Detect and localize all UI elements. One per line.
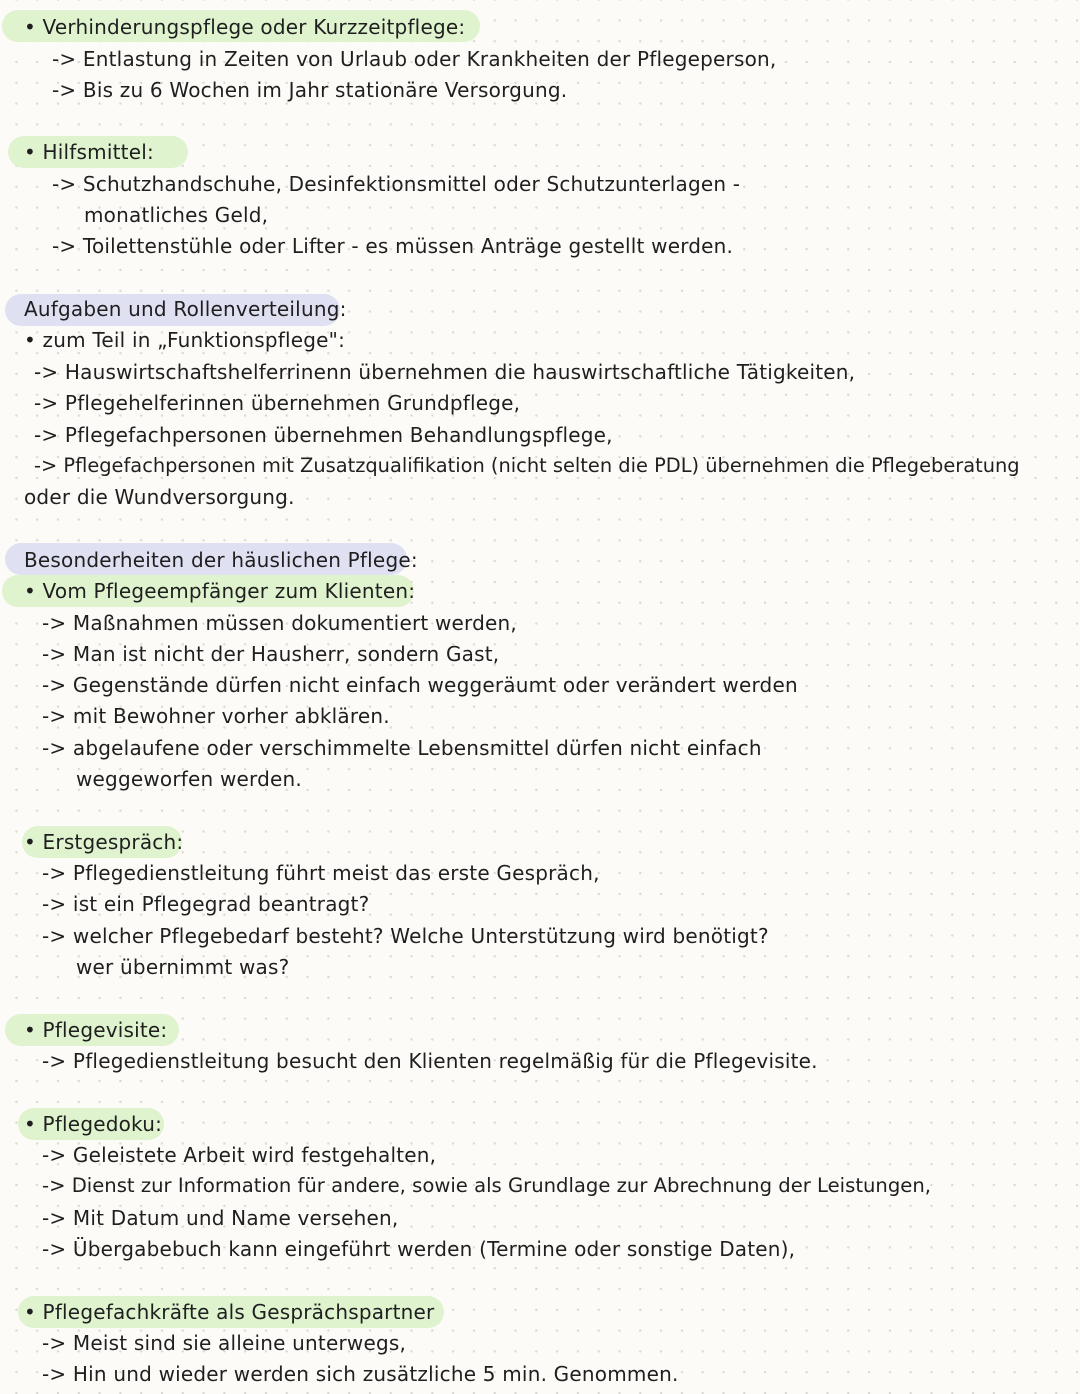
note-line: -> Pflegefachpersonen übernehmen Behandlungspflege,	[34, 423, 613, 447]
note-line: monatliches Geld,	[84, 203, 269, 227]
note-line: -> Schutzhandschuhe, Desinfektionsmittel oder Schutzunterlagen -	[52, 172, 741, 196]
section-heading: • Hilfsmittel:	[24, 140, 154, 164]
note-line: -> Pflegehelferinnen übernehmen Grundpflege,	[34, 391, 521, 415]
note-line: oder die Wundversorgung.	[24, 485, 295, 509]
note-line: -> Übergabebuch kann eingeführt werden (Termine oder sonstige Daten),	[42, 1237, 796, 1261]
note-line: -> Dienst zur Information für andere, sowie als Grundlage zur Abrechnung der Leistungen,	[42, 1174, 931, 1197]
section-heading: • Verhinderungspflege oder Kurzzeitpflege:	[24, 15, 466, 39]
note-line: -> abgelaufene oder verschimmelte Lebensmittel dürfen nicht einfach	[42, 736, 762, 760]
note-line: -> Mit Datum und Name versehen,	[42, 1206, 399, 1230]
note-line: -> Bis zu 6 Wochen im Jahr stationäre Versorgung.	[52, 78, 568, 102]
section-heading: • Pflegefachkräfte als Gesprächspartner	[24, 1300, 435, 1324]
note-line: -> mit Bewohner vorher abklären.	[42, 704, 390, 728]
section-heading: • Pflegedoku:	[24, 1112, 163, 1136]
note-line: -> ist ein Pflegegrad beantragt?	[42, 892, 370, 916]
note-line: -> Maßnahmen müssen dokumentiert werden,	[42, 611, 517, 635]
note-line: weggeworfen werden.	[76, 767, 302, 791]
note-line: -> Gegenstände dürfen nicht einfach weggeräumt oder verändert werden	[42, 673, 798, 697]
note-line: -> Man ist nicht der Hausherr, sondern Gast,	[42, 642, 500, 666]
section-heading: Besonderheiten der häuslichen Pflege:	[24, 548, 418, 572]
note-line: -> Pflegedienstleitung besucht den Klienten regelmäßig für die Pflegevisite.	[42, 1049, 818, 1073]
note-line: -> Entlastung in Zeiten von Urlaub oder Krankheiten der Pflegeperson,	[52, 47, 777, 71]
note-line: -> Hin und wieder werden sich zusätzliche 5 min. Genommen.	[42, 1362, 679, 1386]
section-subheading: • Vom Pflegeempfänger zum Klienten:	[24, 579, 416, 603]
section-heading: • Pflegevisite:	[24, 1018, 168, 1042]
note-line: -> Meist sind sie alleine unterwegs,	[42, 1331, 407, 1355]
note-line: -> welcher Pflegebedarf besteht? Welche Unterstützung wird benötigt?	[42, 924, 769, 948]
note-line: -> Pflegefachpersonen mit Zusatzqualifikation (nicht selten die PDL) übernehmen die Pflegeberatung	[34, 454, 1020, 477]
note-line: wer übernimmt was?	[76, 955, 290, 979]
section-heading: • Erstgespräch:	[24, 830, 184, 854]
note-line: -> Pflegedienstleitung führt meist das erste Gespräch,	[42, 861, 600, 885]
note-line: -> Geleistete Arbeit wird festgehalten,	[42, 1143, 437, 1167]
section-heading: Aufgaben und Rollenverteilung:	[24, 297, 347, 321]
note-line: -> Hauswirtschaftshelferrinenn übernehmen die hauswirtschaftliche Tätigkeiten,	[34, 360, 856, 384]
note-line: • zum Teil in „Funktionspflege":	[24, 328, 346, 352]
note-line: -> Toilettenstühle oder Lifter - es müssen Anträge gestellt werden.	[52, 234, 734, 258]
